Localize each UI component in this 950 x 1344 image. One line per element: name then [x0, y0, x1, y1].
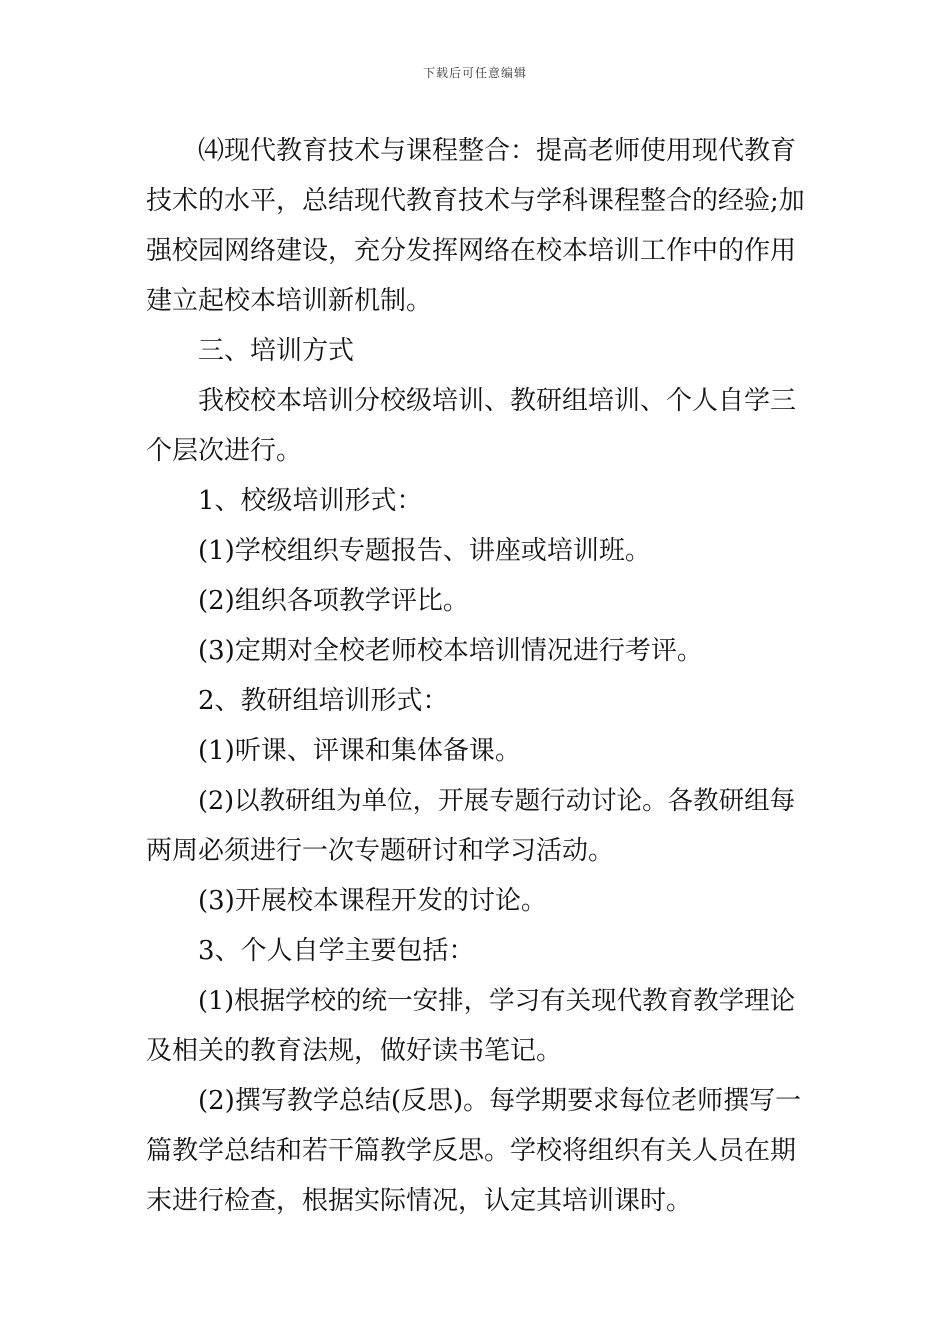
document-body	[146, 126, 806, 1226]
paragraph-line: ⑷现代教育技术与课程整合：提高老师使用现代教育	[198, 136, 797, 166]
paragraph-line: 个层次进行。	[146, 436, 303, 466]
paragraph-line: 强校园网络建设，充分发挥网络在校本培训工作中的作用	[146, 236, 797, 266]
list-item: (1)学校组织专题报告、讲座或培训班。	[198, 536, 651, 566]
section-heading: 三、培训方式	[198, 336, 355, 366]
page-header: 下载后可任意编辑	[422, 66, 527, 80]
list-item: (2)组织各项教学评比。	[198, 586, 469, 616]
paragraph-line: 篇教学总结和若干篇教学反思。学校将组织有关人员在期	[146, 1136, 797, 1166]
subsection-heading: 1、校级培训形式：	[198, 486, 423, 516]
list-item: (3)定期对全校老师校本培训情况进行考评。	[198, 636, 703, 666]
list-item: (1)根据学校的统一安排，学习有关现代教育教学理论	[198, 986, 796, 1016]
paragraph-line: 及相关的教育法规，做好读书笔记。	[146, 1036, 563, 1066]
list-item: (2)以教研组为单位，开展专题行动讨论。各教研组每	[198, 786, 796, 816]
list-item: (3)开展校本课程开发的讨论。	[198, 886, 547, 916]
list-item: (2)撰写教学总结(反思)。每学期要求每位老师撰写一	[198, 1086, 802, 1116]
paragraph-line: 技术的水平，总结现代教育技术与学科课程整合的经验;加	[146, 186, 805, 216]
subsection-heading: 2、教研组培训形式：	[198, 686, 449, 716]
subsection-heading: 3、个人自学主要包括：	[198, 936, 475, 966]
paragraph-line: 我校校本培训分校级培训、教研组培训、个人自学三	[198, 386, 797, 416]
list-item: (1)听课、评课和集体备课。	[198, 736, 521, 766]
paragraph-line: 建立起校本培训新机制。	[146, 286, 433, 316]
paragraph-line: 末进行检查，根据实际情况，认定其培训课时。	[146, 1186, 693, 1216]
paragraph-line: 两周必须进行一次专题研讨和学习活动。	[146, 836, 615, 866]
